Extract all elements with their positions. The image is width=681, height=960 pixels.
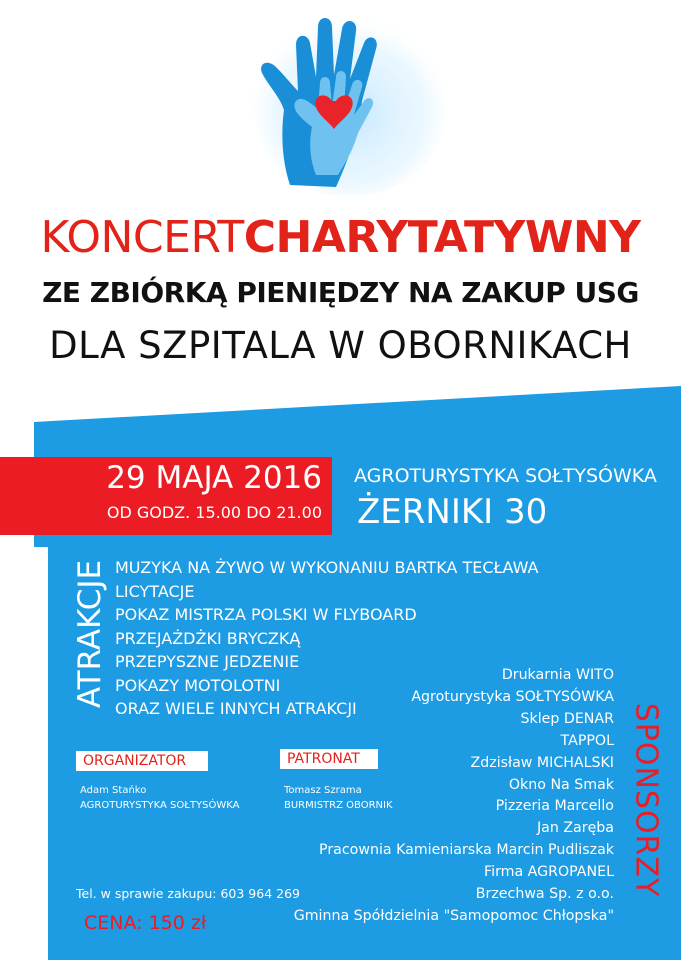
attraction-item: LICYTACJE — [115, 581, 195, 601]
hands-heart-icon — [250, 5, 450, 195]
sponsor-item: Agroturystyka SOŁTYSÓWKA — [411, 688, 614, 705]
attractions-heading — [73, 556, 107, 712]
event-hours: OD GODZ. 15.00 DO 21.00 — [106, 503, 322, 522]
sponsor-item: TAPPOL — [560, 732, 614, 749]
title-light: KONCERT — [40, 212, 244, 263]
attraction-item: POKAZY MOTOLOTNI — [115, 675, 281, 695]
patron-title: BURMISTRZ OBORNIK — [284, 800, 393, 811]
sponsor-item: Brzechwa Sp. z o.o. — [475, 886, 614, 903]
sponsor-item: Okno Na Smak — [508, 776, 614, 793]
sponsor-item: Gminna Spółdzielnia "Samopomoc Chłopska" — [293, 907, 614, 924]
sponsor-item: Firma AGROPANEL — [484, 864, 614, 881]
subtitle-hospital: DLA SZPITALA W OBORNIKACH — [49, 324, 632, 367]
attraction-item: POKAZ MISTRZA POLSKI W FLYBOARD — [115, 605, 417, 624]
attractions-heading-text: ATRAKCJE — [72, 559, 108, 709]
venue-name: AGROTURYSTYKA SOŁTYSÓWKA — [354, 465, 657, 487]
phone-info: Tel. w sprawie zakupu: 603 964 269 — [76, 886, 300, 901]
organizer-label: ORGANIZATOR — [76, 751, 208, 771]
attraction-item: PRZEJAŻDŻKI BRYCZKĄ — [115, 628, 301, 648]
sponsors-heading-text: SPONSORZY — [628, 702, 664, 898]
organizer-name: Adam Stańko — [80, 785, 147, 796]
sponsor-item: Drukarnia WITO — [501, 667, 614, 683]
patron-name: Tomasz Szrama — [284, 785, 362, 796]
price: CENA: 150 zł — [84, 912, 207, 934]
subtitle: ZE ZBIÓRKĄ PIENIĘDZY NA ZAKUP USG — [42, 276, 639, 309]
sponsors-heading — [620, 665, 672, 935]
venue-address: ŻERNIKI 30 — [357, 492, 548, 532]
sponsor-item: Pizzeria Marcello — [495, 798, 614, 815]
title — [0, 212, 681, 264]
organizer-info — [80, 783, 239, 813]
attraction-item: MUZYKA NA ŻYWO W WYKONANIU BARTKA TECŁAWA — [115, 558, 539, 577]
sponsor-item: Jan Zaręba — [536, 820, 614, 837]
sponsor-item: Pracownia Kamieniarska Marcin Pudliszak — [319, 842, 614, 859]
sponsor-item: Sklep DENAR — [520, 710, 614, 727]
sponsors-list — [294, 665, 614, 928]
patron-label: PATRONAT — [280, 749, 378, 769]
attraction-item: ORAZ WIELE INNYCH ATRAKCJI — [115, 699, 357, 718]
attraction-item: PRZEPYSZNE JEDZENIE — [115, 652, 300, 671]
organizer-company: AGROTURYSTYKA SOŁTYSÓWKA — [80, 800, 240, 811]
event-date: 29 MAJA 2016 — [106, 460, 322, 496]
title-bold: CHARYTATYWNY — [243, 212, 641, 263]
sponsor-item: Zdzisław MICHALSKI — [470, 754, 614, 771]
